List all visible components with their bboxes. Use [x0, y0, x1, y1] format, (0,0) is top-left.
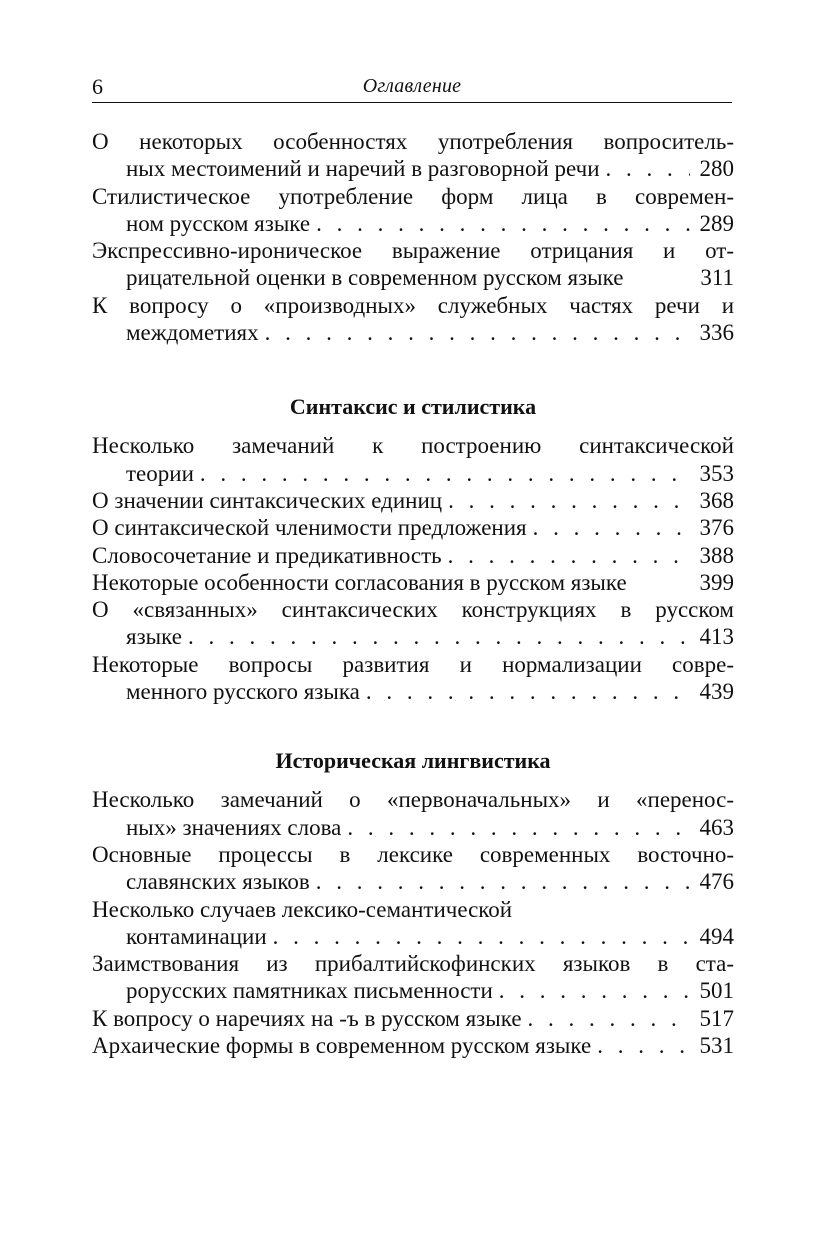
toc-entry-title-line: Экспрессивно-ироническое выражение отрицания и от-: [92, 238, 734, 264]
dot-leader: [273, 923, 690, 950]
toc-entry-title-line: ном русском языке: [126, 210, 311, 236]
toc-entry[interactable]: [92, 841, 734, 896]
toc-entry-title-line: О «связанных» синтаксических конструкциях в русском: [92, 597, 734, 623]
section-heading: Синтаксис и стилистика: [289, 394, 537, 420]
toc-entry-page: 376: [699, 515, 734, 541]
toc-entry-title-line: славянских языков: [126, 869, 310, 895]
table-of-contents: [92, 128, 734, 1059]
dot-leader: [347, 814, 690, 841]
toc-entry-page: 517: [699, 1005, 734, 1031]
toc-entry-title-line: К вопросу о «производных» служебных частях речи и: [92, 292, 734, 318]
toc-entry-page: 353: [699, 460, 734, 486]
toc-entry[interactable]: [92, 651, 734, 706]
toc-entry-page: 289: [699, 210, 734, 236]
dot-leader: [448, 542, 690, 569]
toc-entry-title-line: ных местоимений и наречий в разговорной речи: [126, 156, 600, 182]
dot-leader: [188, 623, 690, 650]
section-heading: Историческая лингвистика: [275, 748, 551, 774]
toc-entry[interactable]: [92, 786, 734, 841]
dot-leader: [366, 678, 690, 705]
dot-leader: [533, 514, 690, 541]
toc-entry[interactable]: [92, 128, 734, 183]
toc-entry[interactable]: [92, 542, 734, 569]
toc-entry-title-line: О некоторых особенностях употребления вопроситель-: [92, 129, 734, 154]
toc-entry-title-line: теории: [126, 460, 194, 486]
dot-leader: [597, 1032, 690, 1059]
toc-entry-title-line: О значении синтаксических единиц: [92, 487, 443, 513]
toc-entry-title-line: Несколько замечаний к построению синтаксической: [92, 433, 734, 459]
toc-entry[interactable]: [92, 487, 734, 514]
toc-entry-title-line: Стилистическое употребление форм лица в современ-: [92, 183, 734, 209]
toc-entry-title-line: междометиях: [126, 320, 259, 346]
toc-entry-page: 311: [700, 265, 734, 291]
toc-entry-page: 280: [699, 156, 734, 182]
toc-entry-title-line: ных» значениях слова: [126, 814, 342, 840]
toc-entry[interactable]: [92, 237, 734, 292]
toc-entry-page: 531: [699, 1033, 734, 1059]
dot-leader: [265, 319, 690, 346]
toc-entry[interactable]: [92, 1005, 734, 1032]
toc-entry[interactable]: [92, 514, 734, 541]
toc-entry-title-line: языке: [126, 624, 182, 650]
toc-entry-title-line: Заимствования из прибалтийскофинских языков в ста-: [92, 951, 734, 977]
toc-entry[interactable]: [92, 183, 734, 238]
toc-entry-title-line: Основные процессы в лексике современных восточно-: [92, 841, 734, 867]
toc-entry-page: 399: [699, 569, 734, 595]
toc-entry-page: 476: [699, 869, 734, 895]
running-title: Оглавление: [362, 75, 462, 97]
toc-entry-page: 388: [699, 542, 734, 568]
dot-leader: [316, 210, 690, 237]
toc-entry-title-line: Архаические формы в современном русском языке: [92, 1033, 592, 1059]
toc-entry-page: 501: [699, 978, 734, 1004]
dot-leader: [528, 1005, 690, 1032]
dot-leader: [316, 868, 690, 895]
toc-entry-page: 494: [699, 923, 734, 949]
toc-entry-title-line: Некоторые особенности согласования в русском языке: [92, 569, 627, 595]
dot-leader: [200, 460, 690, 487]
toc-entry-page: 439: [699, 679, 734, 705]
toc-entry-title-line: Несколько замечаний о «первоначальных» и «перенос-: [92, 787, 734, 813]
toc-group-historical: [92, 786, 734, 1059]
toc-entry-title-line: рорусских памятниках письменности: [126, 978, 493, 1004]
toc-entry-title-line: контаминации: [126, 923, 267, 949]
toc-entry[interactable]: [92, 292, 734, 347]
toc-entry[interactable]: [92, 596, 734, 651]
toc-group-syntax: [92, 432, 734, 705]
running-header: [92, 72, 732, 103]
toc-entry-page: 463: [699, 814, 734, 840]
toc-entry[interactable]: [92, 896, 734, 951]
toc-entry-title-line: Некоторые вопросы развития и нормализации совре-: [92, 651, 734, 677]
toc-entry-title-line: рицательной оценки в современном русском языке: [126, 265, 624, 291]
page-number: 6: [92, 74, 103, 99]
dot-leader: [448, 487, 690, 514]
toc-entry-title-line: К вопросу о наречиях на -ъ в русском языке: [92, 1005, 522, 1031]
toc-group-continued: [92, 128, 734, 346]
dot-leader: [606, 155, 690, 182]
toc-entry-page: 413: [699, 624, 734, 650]
toc-entry-title-line: Словосочетание и предикативность: [92, 542, 442, 568]
toc-entry[interactable]: [92, 950, 734, 1005]
toc-entry-page: 368: [699, 487, 734, 513]
toc-entry[interactable]: [92, 1032, 734, 1059]
dot-leader: [499, 977, 690, 1004]
toc-entry[interactable]: [92, 432, 734, 487]
toc-entry[interactable]: [92, 569, 734, 596]
toc-entry-title-line: менного русского языка: [126, 679, 360, 705]
toc-entry-page: 336: [699, 320, 734, 346]
toc-entry-title-line: О синтаксической членимости предложения: [92, 515, 527, 541]
toc-entry-title-line: Несколько случаев лексико-семантической: [92, 896, 513, 922]
